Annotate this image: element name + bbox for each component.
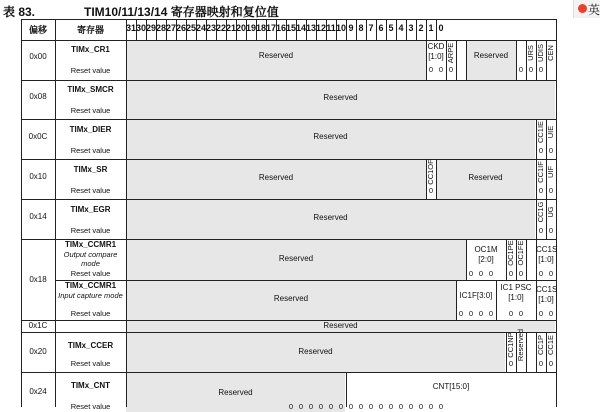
field-oc1m: OC1M [2:0] [474, 245, 498, 264]
reset-bit: 0 [548, 186, 554, 195]
reset-bit: 0 [438, 65, 444, 74]
field-urs: URS [526, 45, 535, 61]
reset-bit: 0 [548, 359, 554, 368]
reset-bit: 0 [468, 269, 474, 278]
reset-bit: 0 [508, 269, 514, 278]
bit-number-13: 13 [306, 23, 317, 33]
reserved-field: Reserved [258, 173, 294, 182]
offset-0x10: 0x10 [29, 172, 47, 181]
table-caption [0, 0, 600, 19]
register-name-dier: TIMx_DIER [69, 125, 112, 134]
reserved-field: Reserved [468, 173, 503, 182]
bit-number-19: 19 [246, 23, 257, 33]
field-cc1ie: CC1IE [536, 120, 545, 144]
field-ic1psc: IC1 PSC [1:0] [500, 283, 532, 302]
reset-bit: 0 [318, 402, 324, 411]
register-name-egr: TIMx_EGR [70, 205, 111, 214]
reset-bit: 0 [508, 309, 514, 318]
bit-number-23: 23 [206, 23, 217, 33]
bit-number-29: 29 [146, 23, 157, 33]
bit-number-17: 17 [266, 23, 277, 33]
bit-number-0: 0 [438, 23, 444, 33]
reset-bit: 0 [458, 309, 464, 318]
field-cc1np: CC1NP [506, 332, 515, 358]
reset-bit: 0 [308, 402, 314, 411]
reset-bit: 0 [288, 402, 294, 411]
bit-number-25: 25 [186, 23, 197, 33]
bit-number-8: 8 [358, 23, 364, 33]
offset-0x1c: 0x1C [28, 321, 48, 330]
bit-number-12: 12 [316, 23, 327, 33]
caption-label: 表 83. [3, 5, 36, 19]
bit-number-3: 3 [408, 23, 414, 33]
offset-0x24: 0x24 [29, 387, 47, 396]
reset-value-label: Reset value [70, 226, 111, 235]
reset-bit: 0 [518, 309, 524, 318]
bit-number-20: 20 [236, 23, 247, 33]
register-name-ccer: TIMx_CCER [67, 341, 114, 350]
caption-title: TIM10/11/13/14 寄存器映射和复位值 [84, 5, 279, 19]
reset-bit: 0 [548, 146, 554, 155]
reset-bit: 0 [548, 226, 554, 235]
ccmr1-input-mode-label: Input capture mode [58, 291, 123, 300]
ime-language-label: 英 [588, 3, 600, 17]
offset-0x18: 0x18 [29, 275, 47, 284]
reset-bit: 0 [428, 402, 434, 411]
reset-bit: 0 [468, 309, 474, 318]
reset-value-label: Reset value [70, 269, 111, 278]
reset-value-label: Reset value [70, 186, 111, 195]
reset-value-label: Reset value [70, 402, 111, 411]
reset-bit: 0 [338, 402, 344, 411]
reserved-field: Reserved [313, 213, 348, 222]
reset-bit: 0 [508, 359, 514, 368]
reserved-field: Reserved [323, 93, 358, 102]
field-cc1e: CC1E [546, 335, 555, 356]
reset-value-label: Reset value [70, 106, 111, 115]
field-cen: CEN [546, 45, 555, 61]
reset-bit: 0 [538, 226, 544, 235]
reset-bit: 0 [478, 269, 484, 278]
bit-number-15: 15 [286, 23, 297, 33]
reset-bit: 0 [518, 269, 524, 278]
field-cc1if: CC1IF [536, 161, 545, 183]
bit-number-10: 10 [336, 23, 347, 33]
bit-number-6: 6 [378, 23, 384, 33]
reset-bit: 0 [298, 402, 304, 411]
bit-number-30: 30 [136, 23, 147, 33]
bit-number-18: 18 [256, 23, 267, 33]
field-udis: UDIS [536, 44, 545, 62]
reset-bit: 0 [538, 65, 544, 74]
bit-number-24: 24 [196, 23, 207, 33]
bit-number-16: 16 [276, 23, 287, 33]
field-cnt: CNT[15:0] [432, 382, 470, 391]
offset-0x00: 0x00 [29, 52, 47, 61]
reset-bit: 0 [358, 402, 364, 411]
reset-bit: 0 [378, 402, 384, 411]
reset-bit: 0 [348, 402, 354, 411]
field-arpe: ARPE [446, 42, 455, 64]
reset-value-label: Reset value [70, 66, 111, 75]
field-ckd: CKD [1:0] [427, 42, 445, 61]
reset-bit: 0 [548, 269, 554, 278]
reserved-field: Reserved [313, 132, 348, 141]
reserved-field: Reserved [273, 294, 309, 303]
bit-number-14: 14 [296, 23, 307, 33]
field-oc1pe: OC1PE [506, 240, 515, 266]
field-ic1f: IC1F[3:0] [459, 291, 493, 300]
reset-bit: 0 [368, 402, 374, 411]
ccmr1-output-mode-label: Output compare mode [63, 250, 118, 268]
reset-bit: 0 [328, 402, 334, 411]
offset-0x14: 0x14 [29, 212, 47, 221]
bit-number-7: 7 [368, 23, 374, 33]
reserved-field: Reserved [298, 347, 333, 356]
reserved-field: Reserved [278, 254, 314, 263]
reset-value-label: Reset value [70, 359, 111, 368]
bit-number-4: 4 [398, 23, 404, 33]
bit-number-11: 11 [326, 23, 336, 33]
register-name-sr: TIMx_SR [73, 165, 108, 174]
bit-number-5: 5 [388, 23, 394, 33]
bit-number-1: 1 [428, 23, 434, 33]
reserved-field: Reserved [218, 388, 253, 397]
register-name-ccmr1-output: TIMx_CCMR1 [64, 240, 117, 249]
reset-bit: 0 [538, 309, 544, 318]
bit-number-22: 22 [216, 23, 227, 33]
bit-number-31: 31 [126, 23, 137, 33]
reset-bit: 0 [438, 402, 444, 411]
reset-bit: 0 [418, 402, 424, 411]
register-name-cr1: TIMx_CR1 [71, 45, 110, 54]
reset-value-label: Reset value [70, 146, 111, 155]
reset-bit: 0 [408, 402, 414, 411]
field-cc1s-input: CC1S [1:0] [536, 285, 558, 304]
field-reserved: Reserved [516, 328, 525, 362]
field-uie: UIE [546, 125, 555, 139]
register-name-smcr: TIMx_SMCR [67, 85, 114, 94]
reserved-field: Reserved [258, 51, 294, 60]
header-offset: 偏移 [28, 25, 47, 35]
ime-indicator[interactable] [573, 0, 600, 18]
register-name-ccmr1-input: TIMx_CCMR1 [64, 281, 117, 290]
sougou-icon [578, 4, 587, 13]
field-oc1fe: OC1FE [516, 240, 525, 266]
reset-bit: 0 [398, 402, 404, 411]
field-cc1p: CC1P [536, 335, 545, 356]
reserved-field: Reserved [473, 51, 509, 60]
offset-0x0c: 0x0C [28, 132, 48, 141]
offset-0x20: 0x20 [29, 347, 47, 356]
reset-bit: 0 [518, 65, 524, 74]
reset-bit: 0 [538, 269, 544, 278]
bit-number-9: 9 [348, 23, 354, 33]
field-cc1g: CC1G [536, 201, 545, 223]
header-register: 寄存器 [76, 25, 104, 35]
reset-bit: 0 [428, 65, 434, 74]
bit-number-26: 26 [176, 23, 187, 33]
reset-bit: 0 [538, 359, 544, 368]
field-cc1of: CC1OF [426, 159, 435, 185]
reserved-field: Reserved [323, 321, 358, 330]
bit-number-2: 2 [418, 23, 424, 33]
field-uif: UIF [546, 165, 555, 179]
bit-number-21: 21 [226, 23, 237, 33]
field-ug: UG [546, 206, 555, 218]
bit-number-27: 27 [166, 23, 177, 33]
bit-number-28: 28 [156, 23, 167, 33]
reset-bit: 0 [478, 309, 484, 318]
reset-bit: 0 [388, 402, 394, 411]
reset-bit: 0 [448, 65, 454, 74]
reset-value-label: Reset value [70, 309, 111, 318]
reset-bit: 0 [548, 309, 554, 318]
offset-0x08: 0x08 [29, 92, 47, 101]
reset-bit: 0 [488, 269, 494, 278]
reset-bit: 0 [528, 65, 534, 74]
reset-bit: 0 [538, 186, 544, 195]
field-cc1s: CC1S [1:0] [536, 245, 558, 264]
register-name-cnt: TIMx_CNT [70, 381, 111, 390]
reset-bit: 0 [538, 146, 544, 155]
reset-bit: 0 [488, 309, 494, 318]
reset-bit: 0 [428, 186, 434, 195]
